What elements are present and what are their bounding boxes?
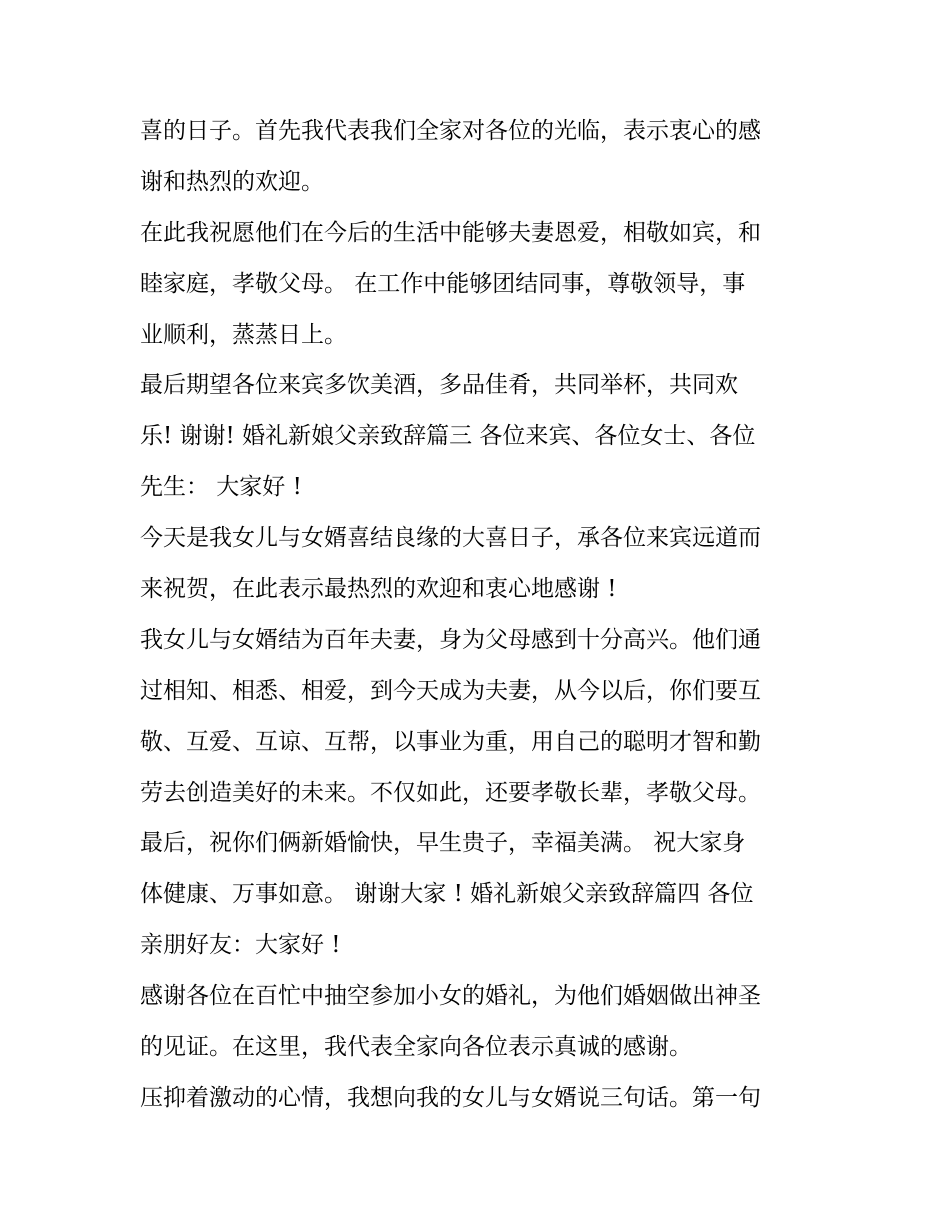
text-line: 感谢各位在百忙中抽空参加小女的婚礼，为他们婚姻做出神圣 [140,983,761,1010]
text-line: 乐! 谢谢! 婚礼新娘父亲致辞篇三 各位来宾、各位女士、各位 [140,423,756,450]
text-line: 先生： 大家好 ! [140,474,302,501]
text-line: 我女儿与女婿结为百年夫妻，身为父母感到十分高兴。他们通 [140,626,761,653]
text-line: 在此我祝愿他们在今后的生活中能够夫妻恩爱，相敬如宾，和 [140,219,761,246]
text-line: 来祝贺，在此表示最热烈的欢迎和衷心地感谢 ! [140,576,617,603]
text-line: 的见证。在这里，我代表全家向各位表示真诚的感谢。 [140,1034,692,1061]
text-line: 劳去创造美好的未来。不仅如此，还要孝敬长辈，孝敬父母。 [140,779,761,806]
text-line: 谢和热烈的欢迎。 [140,168,324,195]
text-line: 亲朋好友：大家好 ! [140,932,341,959]
text-line: 敬、互爱、互谅、互帮，以事业为重，用自己的聪明才智和勤 [140,728,761,755]
text-line: 最后，祝你们俩新婚愉快，早生贵子，幸福美满。 祝大家身 [140,830,746,857]
text-line: 最后期望各位来宾多饮美酒，多品佳肴，共同举杯，共同欢 [140,372,738,399]
text-line: 睦家庭，孝敬父母。 在工作中能够团结同事，尊敬领导，事 [140,270,746,297]
text-line: 今天是我女儿与女婿喜结良缘的大喜日子，承各位来宾远道而 [140,525,761,552]
text-line: 压抑着激动的心情，我想向我的女儿与女婿说三句话。第一句 [140,1084,761,1111]
text-line: 业顺利，蒸蒸日上。 [140,321,347,348]
text-line: 过相知、相悉、相爱，到今天成为夫妻，从今以后，你们要互 [140,677,761,704]
text-line: 喜的日子。首先我代表我们全家对各位的光临，表示衷心的感 [140,118,761,144]
text-line: 体健康、万事如意。 谢谢大家 ! 婚礼新娘父亲致辞篇四 各位 [140,881,754,908]
document-text [140,106,820,1124]
